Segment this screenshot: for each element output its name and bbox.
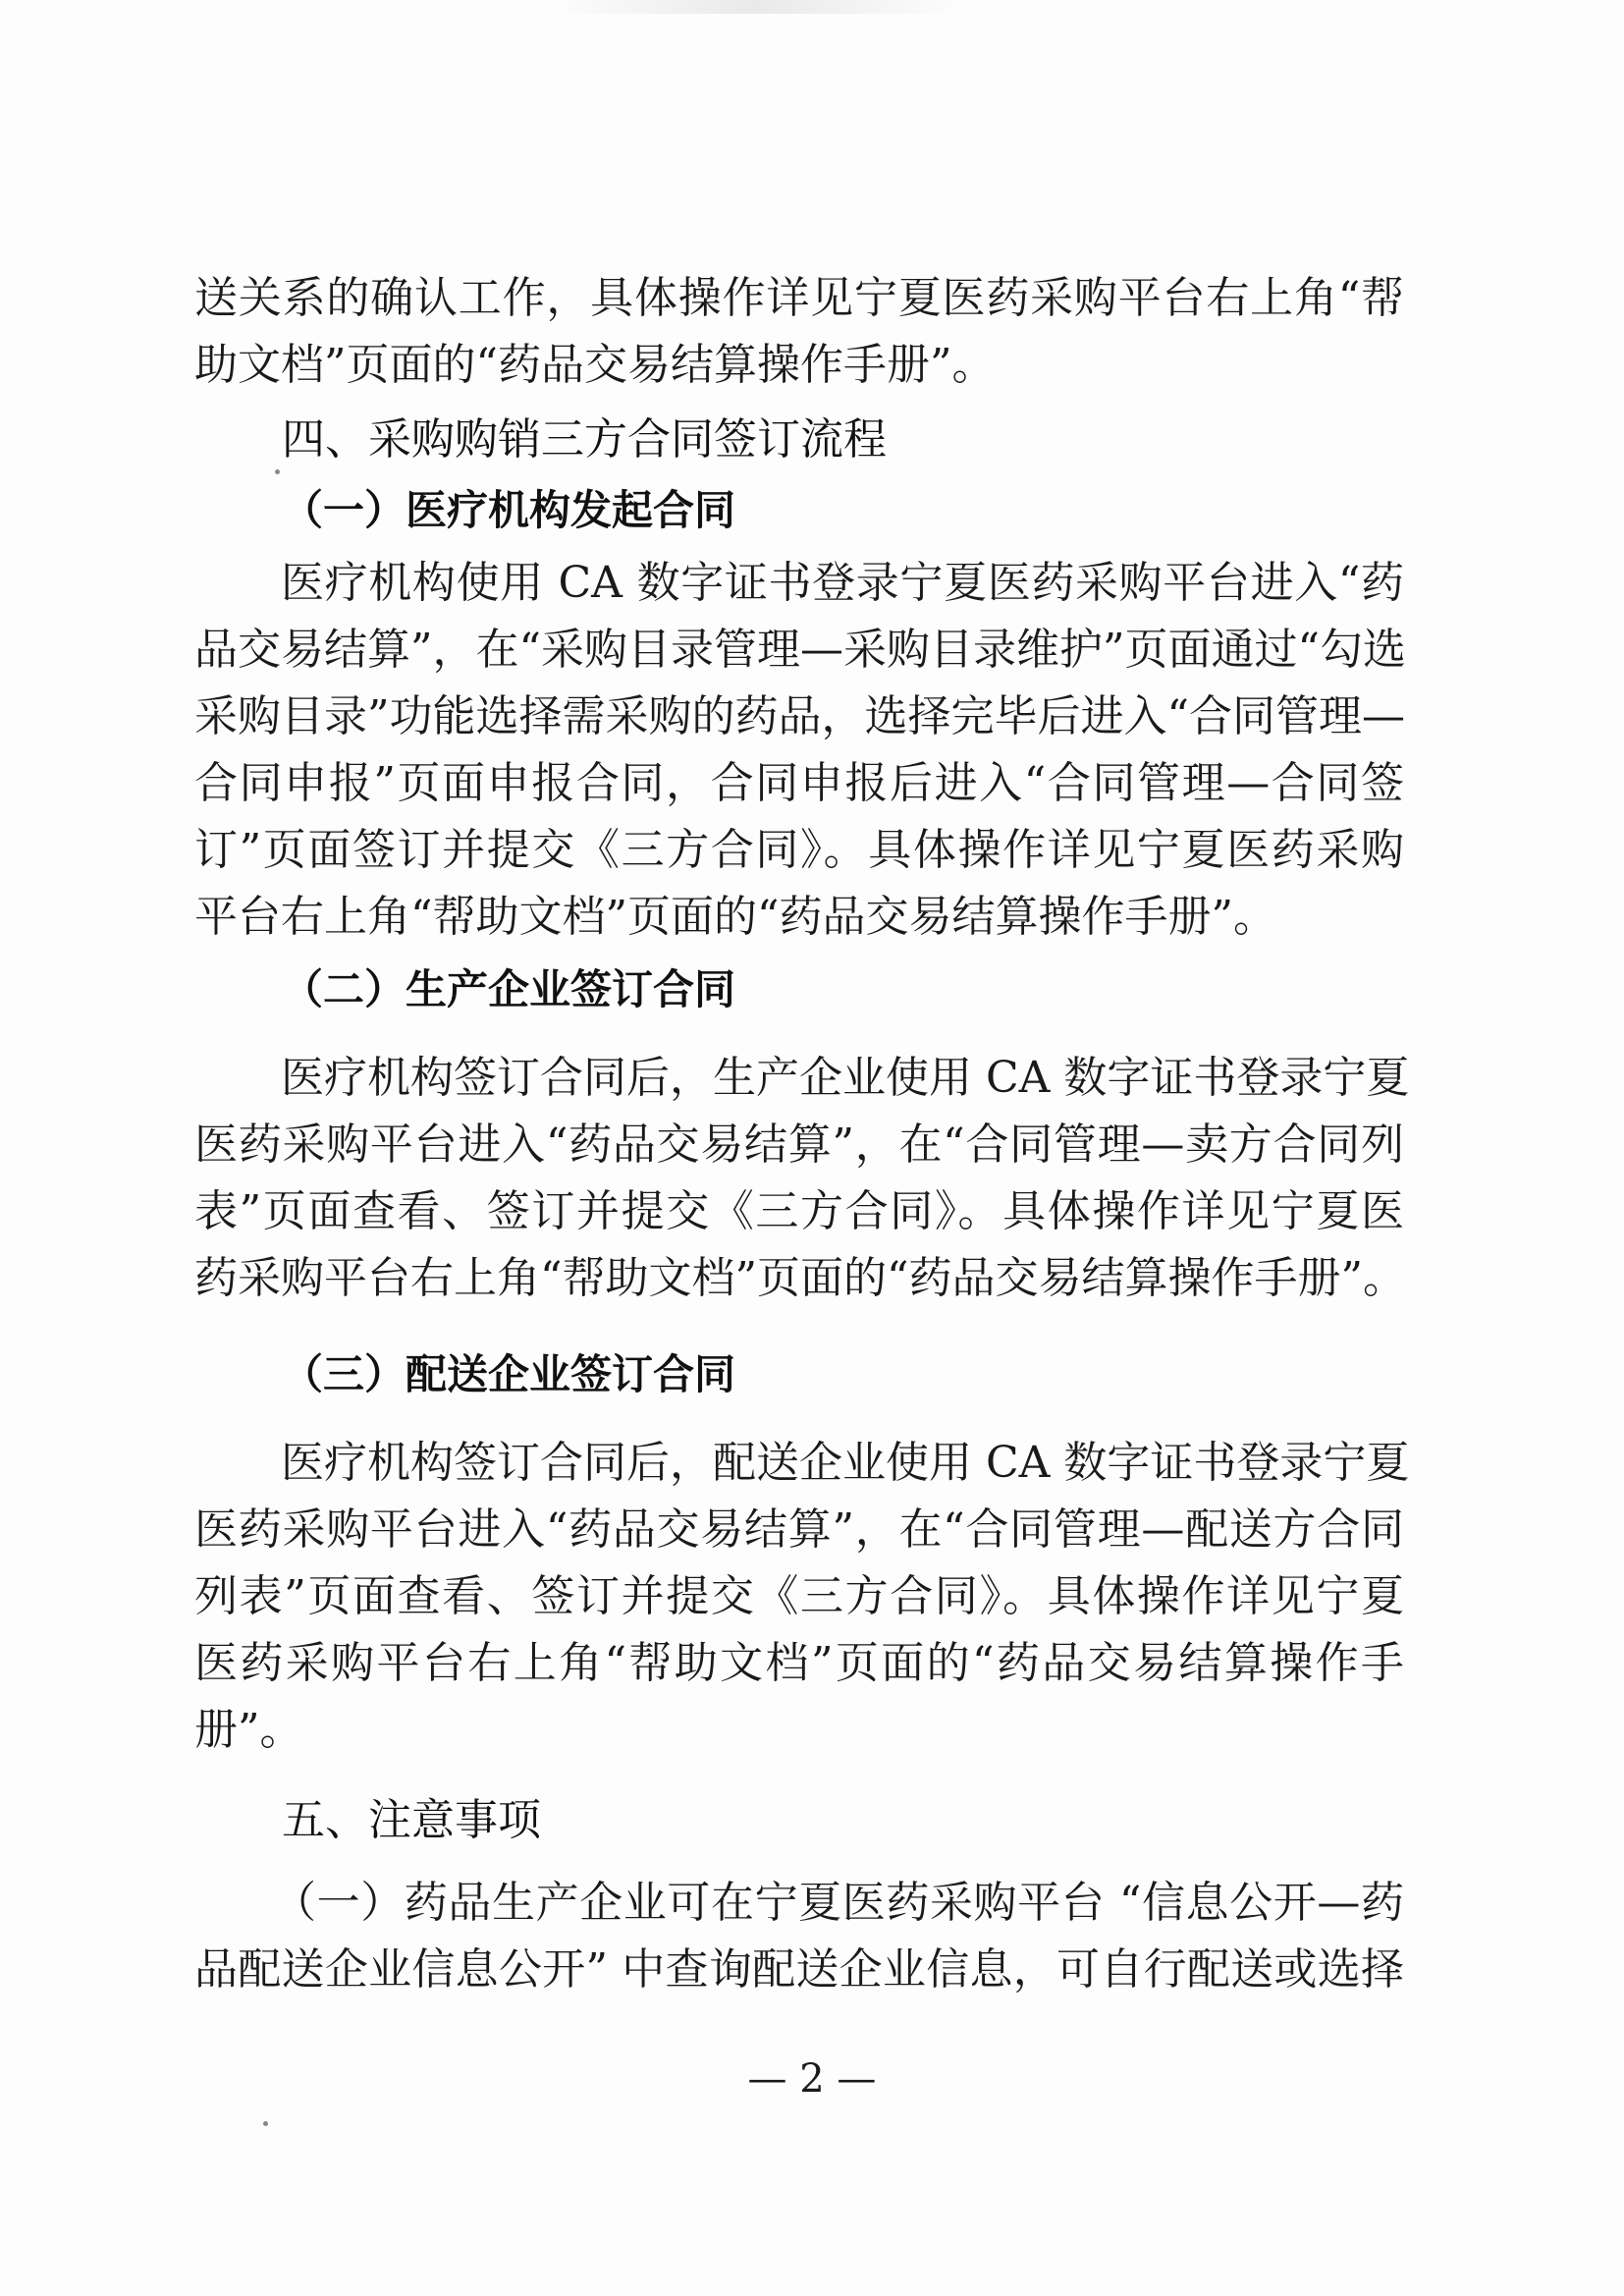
text-line: 平台右上角“帮助文档”页面的“药品交易结算操作手册”。: [194, 892, 1276, 942]
intro-paragraph: [194, 265, 1404, 399]
subsection-3-paragraph: [194, 1430, 1410, 1764]
subsection-2-heading: （二）生产企业签订合同: [282, 965, 736, 1013]
subsection-1-paragraph: [194, 550, 1404, 951]
text-line: 品配送企业信息公开” 中查询配送企业信息，可自行配送或选择: [194, 1944, 1404, 1995]
text-line: 医疗机构签订合同后，生产企业使用 CA 数字证书登录宁夏: [281, 1053, 1410, 1103]
subsection-1-heading: （一）医疗机构发起合同: [282, 486, 736, 534]
text-line: 医疗机构使用 CA 数字证书登录宁夏医药采购平台进入“药: [281, 558, 1404, 608]
text-line: 医疗机构签订合同后，配送企业使用 CA 数字证书登录宁夏: [281, 1438, 1410, 1488]
section-5-heading: 五、注意事项: [282, 1795, 541, 1845]
text-line: 订”页面签订并提交《三方合同》。具体操作详见宁夏医药采购: [194, 825, 1404, 875]
text-line: 品交易结算”，在“采购目录管理—采购目录维护”页面通过“勾选: [194, 625, 1406, 675]
text-line: 送关系的确认工作，具体操作详见宁夏医药采购平台右上角“帮: [194, 273, 1404, 323]
section-4-heading: 四、采购购销三方合同签订流程: [282, 414, 887, 465]
text-line: 医药采购平台右上角“帮助文档”页面的“药品交易结算操作手: [194, 1638, 1404, 1688]
section-5-paragraph: [194, 1870, 1404, 2003]
text-line: 助文档”页面的“药品交易结算操作手册”。: [194, 340, 996, 390]
scan-speck: [275, 469, 280, 474]
text-line: 册”。: [194, 1705, 303, 1755]
text-line: 表”页面查看、签订并提交《三方合同》。具体操作详见宁夏医: [194, 1186, 1404, 1236]
subsection-2-paragraph: [194, 1045, 1410, 1312]
text-line: 医药采购平台进入“药品交易结算”，在“合同管理—配送方合同: [194, 1504, 1404, 1555]
text-line: 药采购平台右上角“帮助文档”页面的“药品交易结算操作手册”。: [194, 1253, 1406, 1303]
page-number: — 2 —: [747, 2056, 877, 2102]
scan-artifact: [550, 0, 962, 14]
text-line: 列表”页面查看、签订并提交《三方合同》。具体操作详见宁夏: [194, 1571, 1404, 1621]
subsection-3-heading: （三）配送企业签订合同: [282, 1350, 736, 1398]
text-line: 合同申报”页面申报合同，合同申报后进入“合同管理—合同签: [194, 758, 1404, 808]
text-line: 医药采购平台进入“药品交易结算”，在“合同管理—卖方合同列: [194, 1120, 1404, 1170]
text-line: （一）药品生产企业可在宁夏医药采购平台 “信息公开—药: [273, 1878, 1404, 1928]
scan-speck: [263, 2121, 268, 2126]
text-line: 采购目录”功能选择需采购的药品，选择完毕后进入“合同管理—: [194, 691, 1405, 741]
